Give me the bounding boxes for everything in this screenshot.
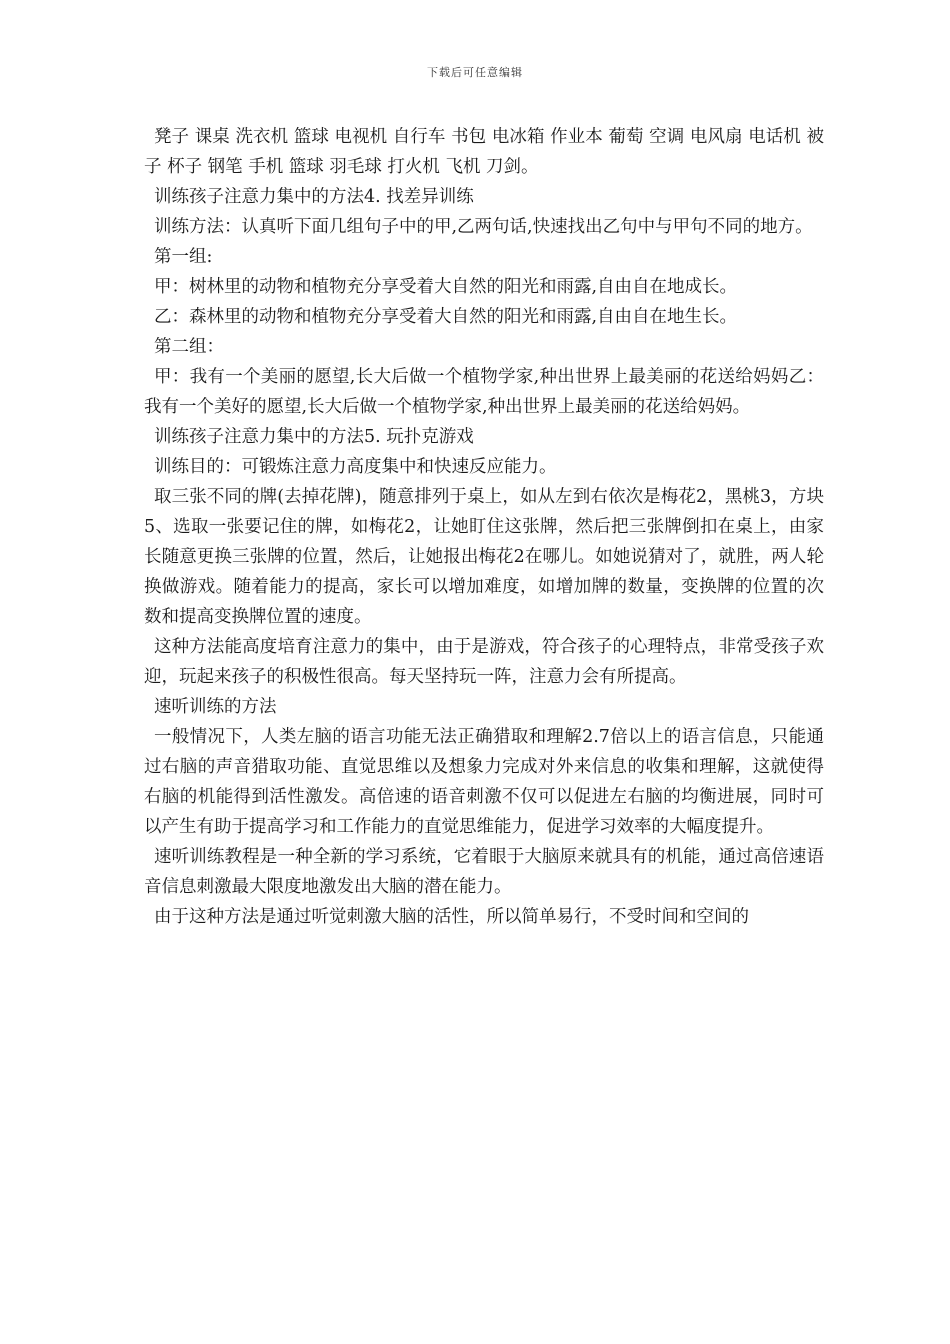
paragraph-brain-language: 一般情况下，人类左脑的语言功能无法正确猎取和理解2.7倍以上的语言信息，只能通过右脑的声音猎取功能、直觉思维以及想象力完成对外来信息的收集和理解，这就使得右脑的机能得到活性激发。高倍速的语音刺激不仅可以促进左右脑的均衡进展，同时可以产生有助于提高学习和工作能力的直觉思维能力，促进学习效率的大幅度提升。: [144, 727, 824, 837]
document-body: [144, 122, 824, 932]
paragraph-training-purpose: 训练目的：可锻炼注意力高度集中和快速反应能力。: [154, 457, 557, 477]
paragraph-method-simple: 由于这种方法是通过听觉刺激大脑的活性，所以简单易行，不受时间和空间的: [154, 907, 749, 927]
sentence-jia-1: 甲：树林里的动物和植物充分享受着大自然的阳光和雨露,自由自在地成长。: [154, 277, 738, 297]
paragraph-item-list: 凳子 课桌 洗衣机 篮球 电视机 自行车 书包 电冰箱 作业本 葡萄 空调 电风扇 电话机 被子 杯子 钢笔 手机 篮球 羽毛球 打火机 飞机 刀剑。: [144, 127, 824, 177]
paragraph-card-game: 取三张不同的牌(去掉花牌)，随意排列于桌上，如从左到右依次是梅花2，黑桃3，方块5、选取一张要记住的牌，如梅花2，让她盯住这张牌，然后把三张牌倒扣在桌上，由家长随意更换三张牌的位置，然后，让她报出梅花2在哪儿。如她说猜对了，就胜，两人轮换做游戏。随着能力的提高，家长可以增加难度，如增加牌的数量，变换牌的位置的次数和提高变换牌位置的速度。: [144, 487, 824, 627]
page-header: 下载后可任意编辑: [427, 66, 523, 79]
section-heading-method-5: 训练孩子注意力集中的方法5. 玩扑克游戏: [154, 427, 474, 447]
paragraph-training-method: 训练方法：认真听下面几组句子中的甲,乙两句话,快速找出乙句中与甲句不同的地方。: [154, 217, 813, 237]
paragraph-speed-listening-course: 速听训练教程是一种全新的学习系统，它着眼于大脑原来就具有的机能，通过高倍速语音信息刺激最大限度地激发出大脑的潜在能力。: [144, 847, 824, 897]
group-label-1: 第一组:: [154, 247, 213, 267]
sentences-group-2: 甲：我有一个美丽的愿望,长大后做一个植物学家,种出世界上最美丽的花送给妈妈乙：我有一个美好的愿望,长大后做一个植物学家,种出世界上最美丽的花送给妈妈。: [144, 367, 824, 417]
group-label-2: 第二组：: [154, 337, 224, 357]
paragraph-method-benefit: 这种方法能高度培育注意力的集中，由于是游戏，符合孩子的心理特点，非常受孩子欢迎，玩起来孩子的积极性很高。每天坚持玩一阵，注意力会有所提高。: [144, 637, 824, 687]
sentence-yi-1: 乙：森林里的动物和植物充分享受着大自然的阳光和雨露,自由自在地生长。: [154, 307, 738, 327]
section-heading-method-4: 训练孩子注意力集中的方法4. 找差异训练: [154, 187, 474, 207]
section-heading-speed-listening: 速听训练的方法: [154, 697, 277, 717]
